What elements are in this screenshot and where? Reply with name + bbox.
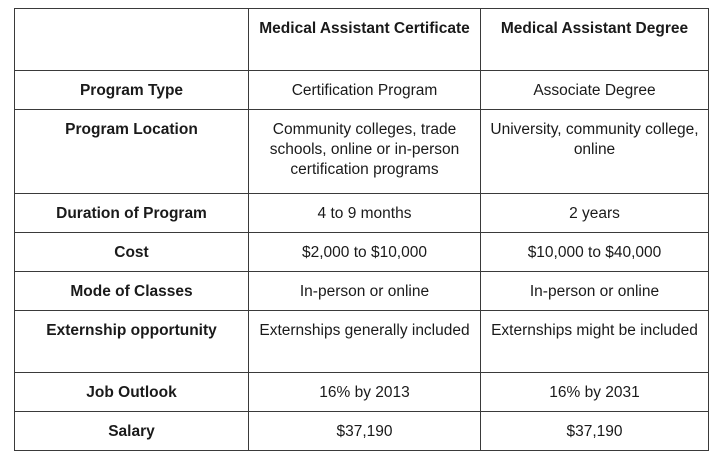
table-row — [15, 412, 709, 451]
row-label-cost: Cost — [15, 233, 249, 272]
table-row — [15, 233, 709, 272]
row-label-externship: Externship opportunity — [15, 311, 249, 373]
row-label-job-outlook: Job Outlook — [15, 373, 249, 412]
table-row — [15, 194, 709, 233]
cell-certificate: 4 to 9 months — [249, 194, 481, 233]
comparison-table — [14, 8, 709, 451]
cell-certificate: $37,190 — [249, 412, 481, 451]
row-label-program-type: Program Type — [15, 71, 249, 110]
row-label-duration: Duration of Program — [15, 194, 249, 233]
row-label-program-location: Program Location — [15, 110, 249, 194]
header-empty-cell — [15, 9, 249, 71]
table-row — [15, 71, 709, 110]
cell-degree: University, community college, online — [481, 110, 709, 194]
cell-certificate: Externships generally included — [249, 311, 481, 373]
cell-certificate: In-person or online — [249, 272, 481, 311]
cell-degree: Externships might be included — [481, 311, 709, 373]
cell-degree: 16% by 2031 — [481, 373, 709, 412]
header-certificate: Medical Assistant Certificate — [249, 9, 481, 71]
table-row — [15, 110, 709, 194]
cell-degree: Associate Degree — [481, 71, 709, 110]
header-degree: Medical Assistant Degree — [481, 9, 709, 71]
cell-degree: $10,000 to $40,000 — [481, 233, 709, 272]
cell-certificate: Certification Program — [249, 71, 481, 110]
cell-degree: $37,190 — [481, 412, 709, 451]
table-row — [15, 272, 709, 311]
row-label-salary: Salary — [15, 412, 249, 451]
cell-degree: In-person or online — [481, 272, 709, 311]
table-row — [15, 373, 709, 412]
header-row — [15, 9, 709, 71]
cell-certificate: 16% by 2013 — [249, 373, 481, 412]
cell-certificate: $2,000 to $10,000 — [249, 233, 481, 272]
cell-degree: 2 years — [481, 194, 709, 233]
row-label-mode: Mode of Classes — [15, 272, 249, 311]
table-row — [15, 311, 709, 373]
cell-certificate: Community colleges, trade schools, online or in-person certification programs — [249, 110, 481, 194]
